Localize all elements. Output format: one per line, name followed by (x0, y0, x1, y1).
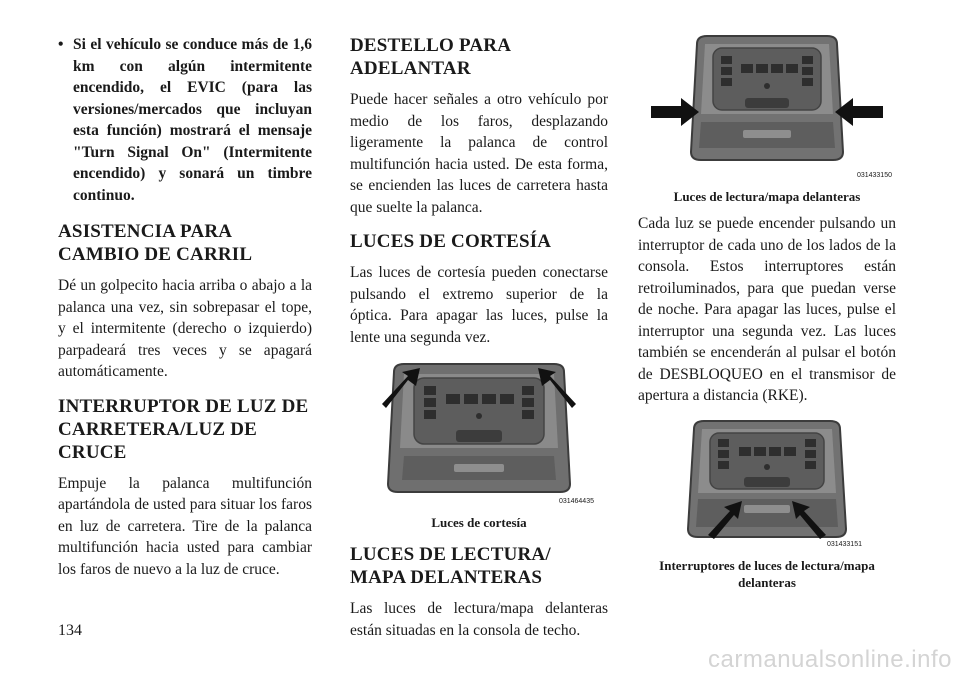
paragraph-cada: Cada luz se puede encender pulsando un interruptor de cada uno de los lados de la consola. Estos interruptores están retroiluminados, para que puedan verse de noche. Para apagar las luces, pulse el interruptor una segunda vez. Las luces también se encenderán al pulsar el botón de DESBLOQUEO en el transmisor de apertura a distancia (RKE). (638, 215, 896, 404)
figure1-code: 031433150 (856, 172, 892, 179)
figure2-caption: Interruptores de luces de lectura/mapa delanteras (659, 557, 875, 590)
figure-reading-lights (638, 34, 896, 205)
figure1-caption: Luces de lectura/mapa delanteras (673, 189, 861, 204)
column-middle (350, 34, 608, 641)
heading-lectura: LUCES DE LECTURA/ MAPA DELANTERAS (350, 544, 551, 588)
paragraph-asistencia: Dé un golpecito hacia arriba o abajo a la palanca una vez, sin sobrepasar el tope, y el intermitente (derecho o izquierdo) parpadeará tres veces y se apagará automáticamente. (58, 277, 312, 380)
bullet-dot: • (58, 36, 64, 53)
heading-asistencia: ASISTENCIA PARA CAMBIO DE CARRIL (58, 221, 253, 265)
reading-switches-image (672, 419, 862, 543)
figure1-code-row (638, 174, 896, 184)
paragraph-interruptor: Empuje la palanca multifunción apartándola de usted para situar los faros en luz de carretera. Tire de la palanca multifunción hacia usted para cambiar los faros de nuevo a la luz de cruce. (58, 474, 312, 578)
heading-interruptor: INTERRUPTOR DE LUZ DE CARRETERA/LUZ DE CRUCE (58, 395, 309, 463)
figure-courtesy-lights (350, 360, 608, 531)
column-right (638, 34, 896, 591)
paragraph-destello: Puede hacer señales a otro vehículo por medio de los faros, desplazando ligeramente la palanca de control multifunción hacia usted. De esta forma, se encienden las luces de carretera hasta que suelte la palanca. (350, 91, 608, 216)
figure-code-row (350, 498, 608, 514)
figure-reading-switches (638, 419, 896, 591)
paragraph-lectura: Las luces de lectura/mapa delanteras están situadas en la consola de techo. (350, 600, 608, 639)
heading-cortesia: LUCES DE CORTESÍA (350, 231, 552, 252)
figure2-code-row (638, 540, 896, 553)
heading-destello: DESTELLO PARA ADELANTAR (350, 35, 511, 79)
figure-caption: Luces de cortesía (431, 515, 527, 530)
bullet-item (58, 34, 312, 206)
courtesy-lights-image (364, 360, 594, 502)
watermark: carmanualsonline.info (708, 646, 952, 673)
bullet-text: Si el vehículo se conduce más de 1,6 km con algún intermitente encendido, el EVIC (para las versiones/mercados que incluyan esta función) mostrará el mensaje "Turn Signal On" (Intermitente encendido) y sonará un timbre continuo. (73, 36, 312, 204)
page-number: 134 (58, 622, 82, 639)
figure-code: 031464435 (558, 498, 594, 505)
reading-lights-image (647, 34, 887, 174)
figure2-code: 031433151 (826, 540, 862, 548)
paragraph-cortesia: Las luces de cortesía pueden conectarse pulsando el extremo superior de la óptica. Para apagar las luces, pulse la lente una segunda vez. (350, 264, 608, 346)
column-left (58, 34, 312, 580)
